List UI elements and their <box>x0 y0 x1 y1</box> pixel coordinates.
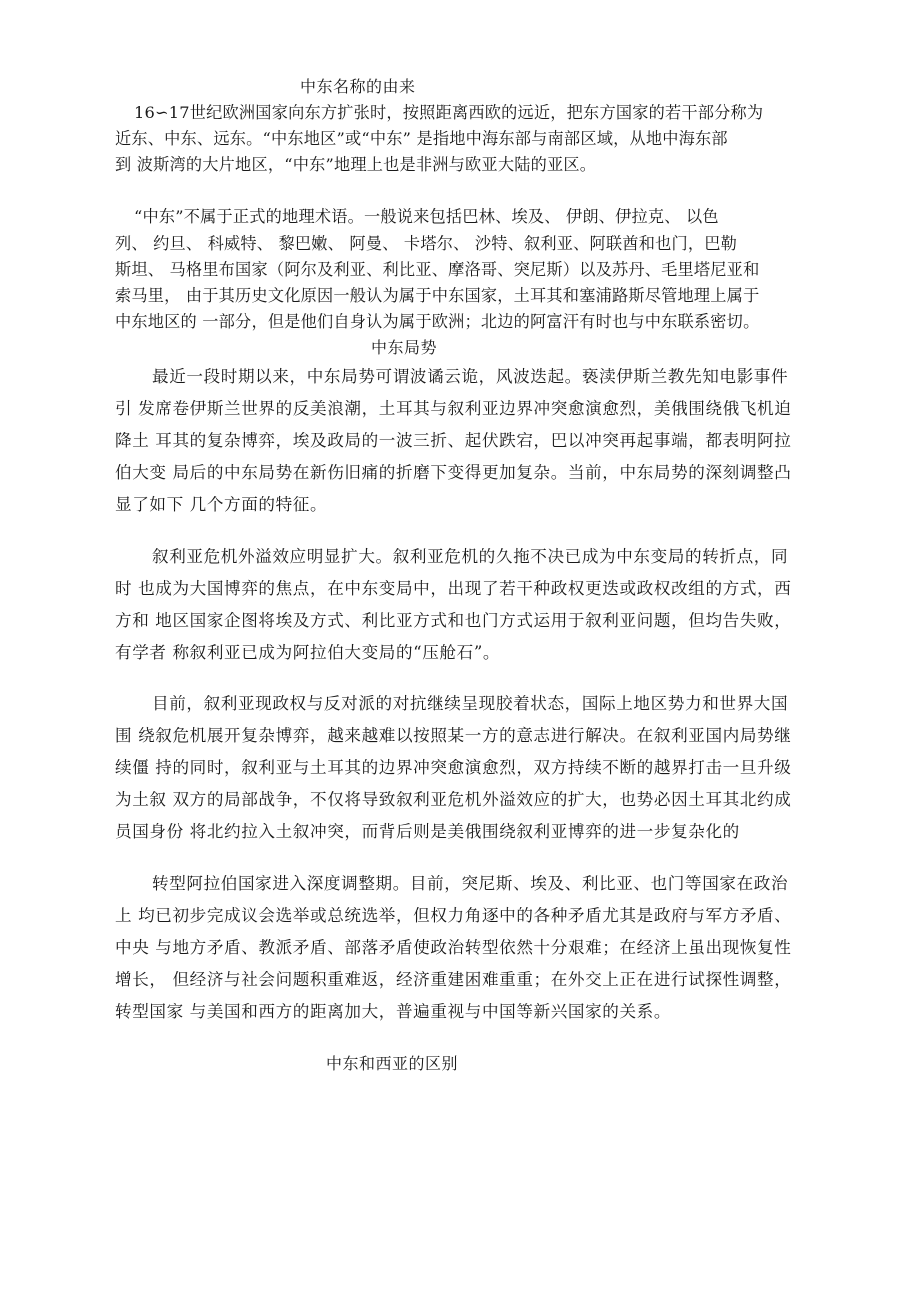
paragraph-line: 引 发席卷伊斯兰世界的反美浪潮，土耳其与叙利亚边界冲突愈演愈烈，美俄围绕俄飞机迫 <box>115 399 792 418</box>
heading-middle-east-vs-west-asia: 中东和西亚的区别 <box>326 1054 459 1073</box>
paragraph-line: 方和 地区国家企图将埃及方式、利比亚方式和也门方式运用于叙利亚问题，但均告失败， <box>115 611 792 630</box>
paragraph-line: 有学者 称叙利亚已成为阿拉伯大变局的“压舱石”。 <box>115 643 501 662</box>
paragraph-line: 索马里， 由于其历史文化原因一般认为属于中东国家，土耳其和塞浦路斯尽管地理上属于 <box>115 286 760 305</box>
paragraph-line: 显了如下 几个方面的特征。 <box>115 495 328 514</box>
paragraph-line: 列、 约旦、 科威特、 黎巴嫩、 阿曼、 卡塔尔、 沙特、叙利亚、阿联酋和也门，巴勒 <box>115 234 738 253</box>
paragraph-line: 员国身份 将北约拉入土叙冲突，而背后则是美俄围绕叙利亚博弈的进一步复杂化的 <box>115 822 740 841</box>
paragraph-line: 16∽17世纪欧洲国家向东方扩张时，按照距离西欧的远近，把东方国家的若干部分称为 <box>134 103 764 122</box>
paragraph-line: “中东”不属于正式的地理术语。一般说来包括巴林、埃及、 伊朗、伊拉克、 以色 <box>134 207 719 226</box>
paragraph-line: 中央 与地方矛盾、教派矛盾、部落矛盾使政治转型依然十分艰难；在经济上虽出现恢复性 <box>115 938 792 957</box>
paragraph-line: 时 也成为大国博弈的焦点，在中东变局中，出现了若干种政权更迭或政权改组的方式，西 <box>115 579 792 598</box>
heading-middle-east-situation: 中东局势 <box>371 338 438 357</box>
paragraph-line: 增长， 但经济与社会问题积重难返，经济重建困难重重；在外交上正在进行试探性调整， <box>115 970 792 989</box>
paragraph-line: 伯大变 局后的中东局势在新伤旧痛的折磨下变得更加复杂。当前，中东局势的深刻调整凸 <box>115 463 792 482</box>
paragraph-line: 转型阿拉伯国家进入深度调整期。目前，突尼斯、埃及、利比亚、也门等国家在政治 <box>152 874 789 893</box>
paragraph-line: 续僵 持的同时，叙利亚与土耳其的边界冲突愈演愈烈，双方持续不断的越界打击一旦升级 <box>115 758 792 777</box>
paragraph-line: 降土 耳其的复杂博弈，埃及政局的一波三折、起伏跌宕，巴以冲突再起事端，都表明阿拉 <box>115 431 792 450</box>
paragraph-line: 到 波斯湾的大片地区，“中东”地理上也是非洲与欧亚大陆的亚区。 <box>115 155 597 174</box>
paragraph-line: 上 均已初步完成议会选举或总统选举，但权力角逐中的各种矛盾尤其是政府与军方矛盾、 <box>115 906 792 925</box>
paragraph-line: 斯坦、 马格里布国家（阿尔及利亚、利比亚、摩洛哥、突尼斯）以及苏丹、毛里塔尼亚和 <box>115 260 760 279</box>
paragraph-line: 围 绕叙危机展开复杂博弈，越来越难以按照某一方的意志进行解决。在叙利亚国内局势继 <box>115 726 792 745</box>
paragraph-line: 最近一段时期以来，中东局势可谓波谲云诡，风波迭起。亵渎伊斯兰教先知电影事件 <box>152 367 789 386</box>
paragraph-line: 叙利亚危机外溢效应明显扩大。叙利亚危机的久拖不决已成为中东变局的转折点，同 <box>152 547 789 566</box>
paragraph-line: 近东、中东、远东。“中东地区”或“中东” 是指地中海东部与南部区域，从地中海东部 <box>115 129 728 148</box>
paragraph-line: 为土叙 双方的局部战争，不仅将导致叙利亚危机外溢效应的扩大，也势必因土耳其北约成 <box>115 790 792 809</box>
paragraph-line: 目前，叙利亚现政权与反对派的对抗继续呈现胶着状态，国际上地区势力和世界大国 <box>152 694 789 713</box>
heading-origin-of-name: 中东名称的由来 <box>300 77 416 96</box>
paragraph-line: 中东地区的 一部分，但是他们自身认为属于欧洲；北边的阿富汗有时也与中东联系密切。 <box>115 312 760 331</box>
paragraph-line: 转型国家 与美国和西方的距离加大，普遍重视与中国等新兴国家的关系。 <box>115 1002 672 1021</box>
